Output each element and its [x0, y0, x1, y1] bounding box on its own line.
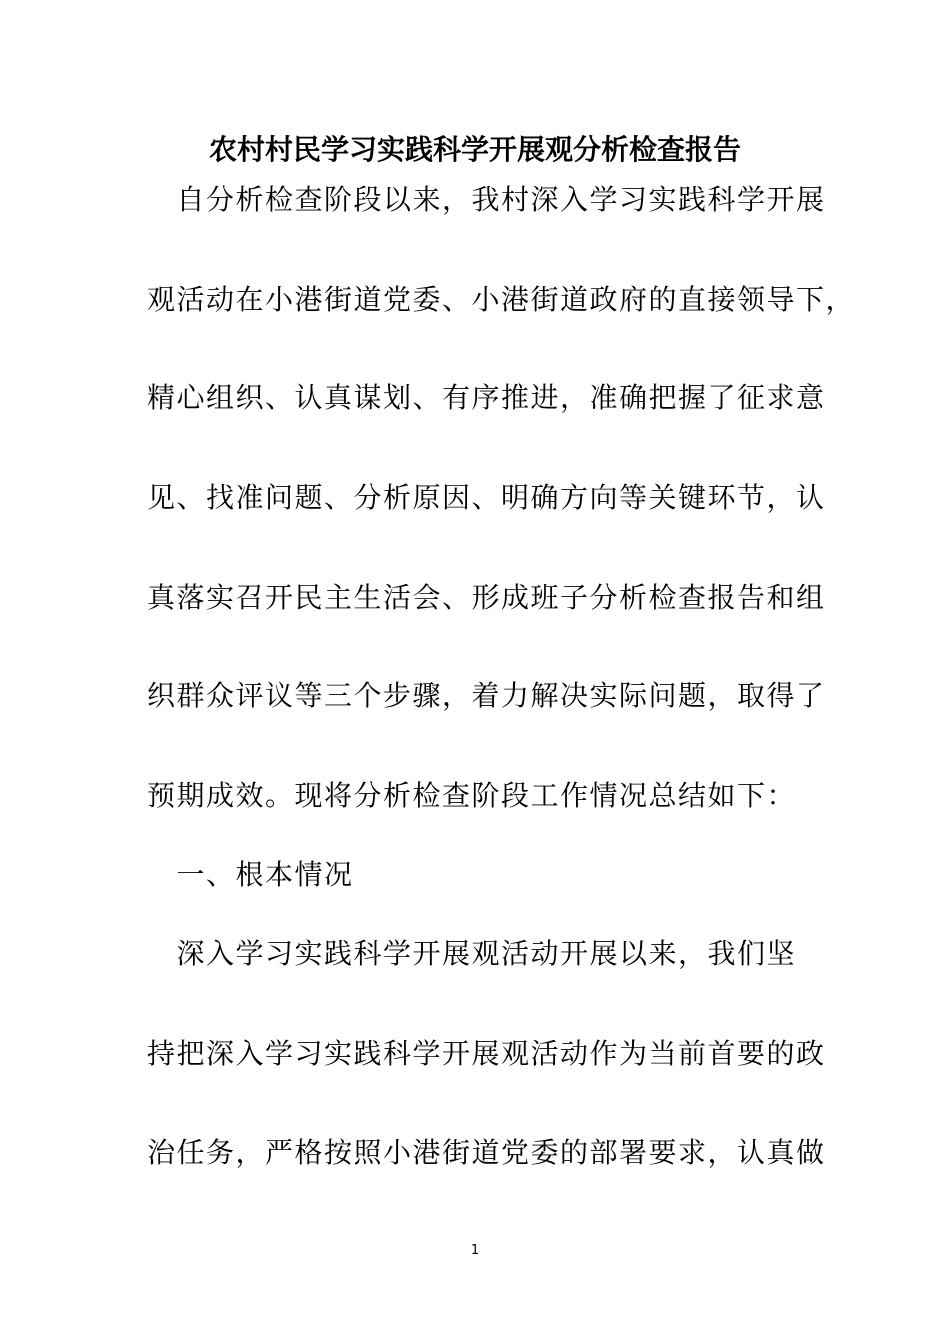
- body-line: 自分析检查阶段以来，我村深入学习实践科学开展: [147, 183, 826, 216]
- body-line: 观活动在小港街道党委、小港街道政府的直接领导下，: [147, 283, 856, 316]
- section-heading: 一、根本情况: [147, 858, 354, 891]
- page-number: 1: [470, 1243, 480, 1258]
- document-title: 农村村民学习实践科学开展观分析检查报告: [208, 133, 741, 166]
- body-line: 精心组织、认真谋划、有序推进，准确把握了征求意: [147, 381, 826, 414]
- body-line: 持把深入学习实践科学开展观活动作为当前首要的政: [147, 1037, 826, 1070]
- body-line: 见、找准问题、分析原因、明确方向等关键环节，认: [147, 481, 826, 514]
- body-line: 织群众评议等三个步骤，着力解决实际问题，取得了: [147, 679, 826, 712]
- body-line: 预期成效。现将分析检查阶段工作情况总结如下：: [147, 779, 797, 812]
- body-line: 真落实召开民主生活会、形成班子分析检查报告和组: [147, 581, 826, 614]
- body-line: 治任务，严格按照小港街道党委的部署要求，认真做: [147, 1136, 826, 1169]
- body-line: 深入学习实践科学开展观活动开展以来，我们坚: [147, 937, 797, 970]
